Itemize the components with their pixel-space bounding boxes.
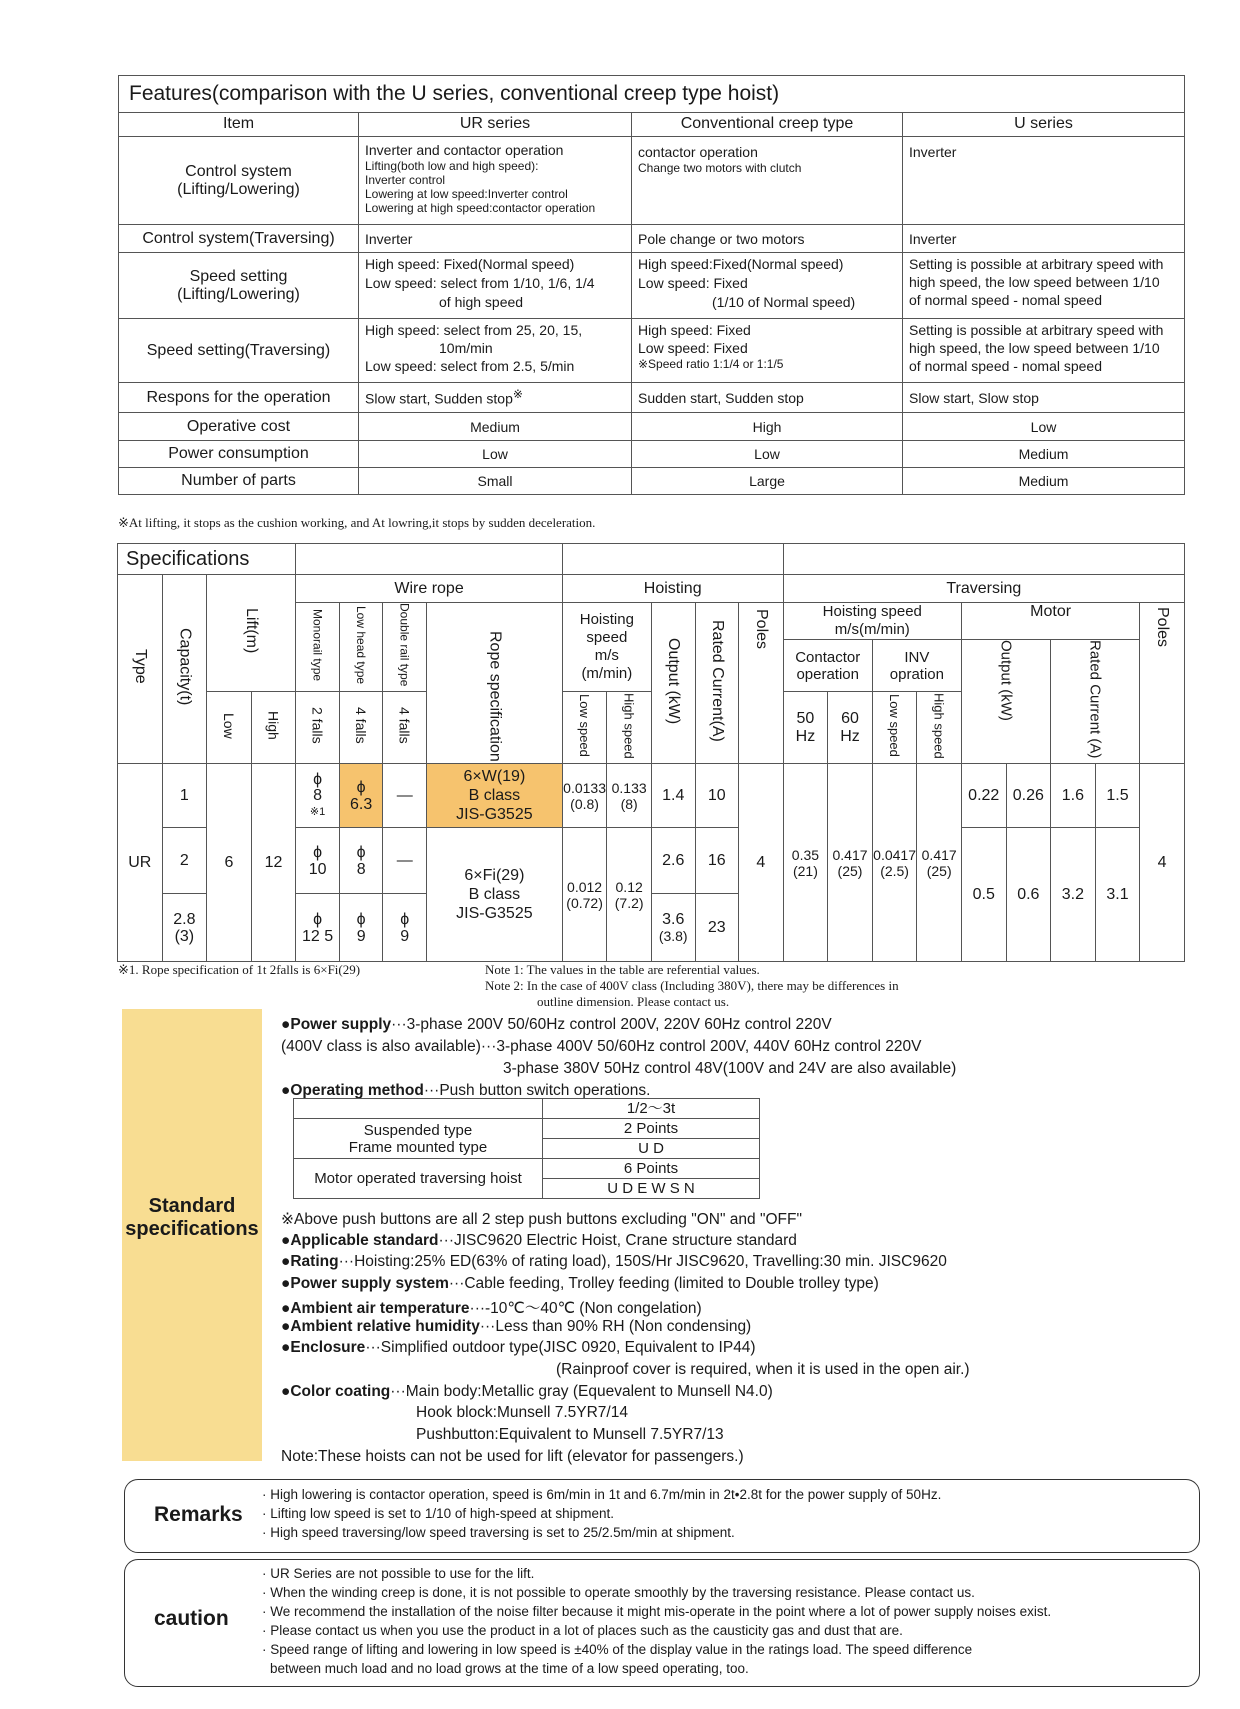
- col-falls-2: 2 falls: [296, 692, 340, 764]
- col-contactor: Contactor operation: [783, 640, 872, 692]
- col-hoist-speed: Hoisting speed m/s (m/min): [562, 603, 651, 692]
- remarks-line-1: · High lowering is contactor operation, speed is 6m/min in 1t and 6.7m/min in 2t•2.8t for the power supply of 50Hz.: [262, 1487, 942, 1502]
- standard-note: Note:These hoists can not be used for lift (elevator for passengers.): [281, 1448, 744, 1465]
- conv-power: Low: [632, 441, 903, 468]
- color-hook: Hook block:Munsell 7.5YR7/14: [416, 1404, 628, 1421]
- ambient-humidity: ●Ambient relative humidity···Less than 90% RH (Non condensing): [281, 1318, 752, 1335]
- header-item: Item: [119, 113, 359, 137]
- m-out50-2: 0.5: [961, 828, 1006, 962]
- output-1: 1.4: [651, 764, 695, 828]
- col-motor-poles: Poles: [1140, 603, 1185, 764]
- caution-line-6: between much load and no load grows at the time of a low speed operating, too.: [270, 1661, 749, 1676]
- header-conventional: Conventional creep type: [632, 113, 903, 137]
- hs-high-1: 0.133 (8): [607, 764, 652, 828]
- caution-line-1: · UR Series are not possible to use for the lift.: [262, 1566, 535, 1581]
- col-c-50hz: 50 Hz: [783, 692, 828, 764]
- ur-parts: Small: [359, 468, 632, 495]
- group-traversing: Traversing: [783, 575, 1184, 603]
- item-response: Respons for the operation: [119, 383, 359, 413]
- u-parts: Medium: [903, 468, 1185, 495]
- item-parts: Number of parts: [119, 468, 359, 495]
- enclosure: ●Enclosure···Simplified outdoor type(JISC 0920, Equivalent to IP44): [281, 1339, 756, 1356]
- current-1: 10: [695, 764, 739, 828]
- caution-title: caution: [154, 1607, 229, 1630]
- col-hs-high: High speed: [607, 692, 652, 764]
- group-motor: Motor: [961, 603, 1139, 640]
- standard-title: Standard specifications: [125, 1195, 259, 1240]
- u-cost: Low: [903, 413, 1185, 441]
- col-lift-low: Low: [207, 692, 252, 764]
- conv-parts: Large: [632, 468, 903, 495]
- features-footnote: ※At lifting, it stops as the cushion working, and At lowring,it stops by sudden deceleration.: [118, 515, 596, 530]
- ur-response: Slow start, Sudden stop※: [359, 383, 632, 413]
- u-speed-trav: Setting is possible at arbitrary speed with high speed, the low speed between 1/10 of normal speed - nomal speed: [903, 319, 1185, 383]
- ur-speed-trav: High speed: select from 25, 20, 15, 10m/min Low speed: select from 2.5, 5/min: [359, 319, 632, 383]
- caution-line-2: · When the winding creep is done, it is not possible to operate smoothly by the traversing resistance. Please contact us.: [262, 1585, 975, 1600]
- double-2: —: [383, 828, 427, 894]
- rating: ●Rating···Hoisting:25% ED(63% of rating load), 150S/Hr JISC9620, Travelling:30 min. JISC9620: [281, 1253, 947, 1270]
- col-poles: Poles: [739, 603, 784, 764]
- item-control-system: Control system (Lifting/Lowering): [119, 137, 359, 225]
- u-power: Medium: [903, 441, 1185, 468]
- item-cost: Operative cost: [119, 413, 359, 441]
- hs-low-1: 0.0133 (0.8): [562, 764, 607, 828]
- col-falls-4a: 4 falls: [339, 692, 383, 764]
- mono-2: ϕ 10: [296, 828, 340, 894]
- header-ur: UR series: [359, 113, 632, 137]
- lowhead-2: ϕ 8: [339, 828, 383, 894]
- caution-line-5: · Speed range of lifting and lowering in low speed is ±40% of the display value in the ratings load. The speed difference: [262, 1642, 973, 1657]
- op-row1-value2: U D: [543, 1139, 760, 1159]
- color-coating: ●Color coating···Main body:Metallic gray (Equevalent to Munsell N4.0): [281, 1383, 773, 1400]
- item-power: Power consumption: [119, 441, 359, 468]
- conv-cost: High: [632, 413, 903, 441]
- spec-title: Specifications: [118, 544, 296, 575]
- op-row2-label: Motor operated traversing hoist: [294, 1159, 543, 1199]
- mono-3: ϕ 12 5: [296, 894, 340, 962]
- header-u: U series: [903, 113, 1185, 137]
- power-400: (400V class is also available)···3-phase 400V 50/60Hz control 200V, 440V 60Hz control 220V: [281, 1038, 922, 1055]
- ur-power: Low: [359, 441, 632, 468]
- hs-low-2: 0.012 (0.72): [562, 828, 607, 962]
- op-header: 1/2～3t: [543, 1099, 760, 1119]
- power-supply-system: ●Power supply system···Cable feeding, Trolley feeding (limited to Double trolley type): [281, 1275, 879, 1292]
- double-3: ϕ 9: [383, 894, 427, 962]
- conv-speed-lift: High speed:Fixed(Normal speed) Low speed: Fixed (1/10 of Normal speed): [632, 253, 903, 319]
- m-cur60-1: 1.5: [1095, 764, 1140, 828]
- col-monorail: Monorail type: [296, 603, 340, 692]
- features-table: [118, 75, 1185, 495]
- m-out50-1: 0.22: [961, 764, 1006, 828]
- remarks-line-2: · Lifting low speed is set to 1/10 of high-speed at shipment.: [262, 1506, 614, 1521]
- op-row2-value2: U D E W S N: [543, 1179, 760, 1199]
- col-inv: INV opration: [872, 640, 961, 692]
- trav-inv-low: 0.0417 (2.5): [872, 764, 917, 962]
- col-double: Double rail type: [383, 603, 427, 692]
- enclosure-note: (Rainproof cover is required, when it is used in the open air.): [556, 1361, 970, 1378]
- col-lift-high: High: [251, 692, 296, 764]
- features-title: Features(comparison with the U series, conventional creep type hoist): [119, 76, 1185, 113]
- trav-c60: 0.417 (25): [828, 764, 873, 962]
- poles-value: 4: [739, 764, 784, 962]
- m-cur60-2: 3.1: [1095, 828, 1140, 962]
- col-type: Type: [118, 575, 163, 764]
- lift-high-value: 12: [251, 764, 296, 962]
- item-speed-lift: Speed setting (Lifting/Lowering): [119, 253, 359, 319]
- ur-cost: Medium: [359, 413, 632, 441]
- op-row1-value: 2 Points: [543, 1119, 760, 1139]
- output-3: 3.6 (3.8): [651, 894, 695, 962]
- col-falls-4b: 4 falls: [383, 692, 427, 764]
- cap-3: 2.8 (3): [162, 894, 207, 962]
- group-wire-rope: Wire rope: [296, 575, 562, 603]
- ur-control-trav: Inverter: [359, 225, 632, 253]
- type-value: UR: [118, 764, 163, 962]
- output-2: 2.6: [651, 828, 695, 894]
- rope-2: 6×Fi(29) B class JIS-G3525: [427, 828, 563, 962]
- operating-method: ●Operating method···Push button switch operations.: [281, 1082, 651, 1099]
- power-supply: ●Power supply···3-phase 200V 50/60Hz control 200V, 220V 60Hz control 220V: [281, 1016, 832, 1033]
- col-inv-low: Low speed: [872, 692, 917, 764]
- caution-line-3: · We recommend the installation of the noise filter because it might mis-operate in the point where a lot of power supply noises exist.: [262, 1604, 1052, 1619]
- current-2: 16: [695, 828, 739, 894]
- m-cur50-2: 3.2: [1051, 828, 1096, 962]
- spec-notes: Note 1: The values in the table are referential values. Note 2: In the case of 400V class (Including 380V), there may be differences in outline dimension. Please contact us.: [485, 962, 899, 1009]
- specifications-table: [117, 543, 1185, 962]
- applicable-standard: ●Applicable standard···JISC9620 Electric Hoist, Crane structure standard: [281, 1232, 797, 1249]
- u-control-system: Inverter: [903, 137, 1185, 225]
- mono-1: ϕ 8 ※1: [296, 764, 340, 828]
- col-lowhead: Low head type: [339, 603, 383, 692]
- push-note: ※Above push buttons are all 2 step push buttons excluding "ON" and "OFF": [281, 1211, 802, 1228]
- remarks-line-3: · High speed traversing/low speed traversing is set to 25/2.5m/min at shipment.: [262, 1525, 735, 1540]
- ur-control-system: Inverter and contactor operation Lifting(both low and high speed): Inverter control Lowering at low speed:Inverter control Lowering at high speed:contactor operation: [359, 137, 632, 225]
- rope-note: ※1. Rope specification of 1t 2falls is 6×Fi(29): [118, 962, 361, 977]
- col-output: Output (kW): [651, 603, 695, 764]
- trav-inv-high: 0.417 (25): [917, 764, 962, 962]
- ambient-temperature: ●Ambient air temperature···-10℃～40℃ (Non congelation): [281, 1300, 702, 1317]
- item-speed-trav: Speed setting(Traversing): [119, 319, 359, 383]
- caution-line-4: · Please contact us when you use the product in a lot of places such as the causticity gas and dust that are.: [262, 1623, 903, 1638]
- u-response: Slow start, Slow stop: [903, 383, 1185, 413]
- lowhead-3: ϕ 9: [339, 894, 383, 962]
- u-speed-lift: Setting is possible at arbitrary speed with high speed, the low speed between 1/10 of normal speed - nomal speed: [903, 253, 1185, 319]
- double-1: —: [383, 764, 427, 828]
- motor-poles-value: 4: [1140, 764, 1185, 962]
- item-control-trav: Control system(Traversing): [119, 225, 359, 253]
- trav-c50: 0.35 (21): [783, 764, 828, 962]
- rope-1: 6×W(19) B class JIS-G3525: [427, 764, 563, 828]
- conv-control-trav: Pole change or two motors: [632, 225, 903, 253]
- current-3: 23: [695, 894, 739, 962]
- col-rated-current: Rated Current(A): [695, 603, 739, 764]
- ur-speed-lift: High speed: Fixed(Normal speed) Low speed: select from 1/10, 1/6, 1/4 of high speed: [359, 253, 632, 319]
- lowhead-1: ϕ 6.3: [339, 764, 383, 828]
- cap-2: 2: [162, 828, 207, 894]
- col-inv-high: High speed: [917, 692, 962, 764]
- col-trav-speed: Hoisting speed m/s(m/min): [783, 603, 961, 640]
- m-out60-1: 0.26: [1006, 764, 1051, 828]
- cap-1: 1: [162, 764, 207, 828]
- group-hoisting: Hoisting: [562, 575, 783, 603]
- u-control-trav: Inverter: [903, 225, 1185, 253]
- lift-low-value: 6: [207, 764, 252, 962]
- m-cur50-1: 1.6: [1051, 764, 1096, 828]
- col-lift: Lift(m): [207, 575, 296, 692]
- remarks-title: Remarks: [154, 1503, 243, 1526]
- col-c-60hz: 60 Hz: [828, 692, 873, 764]
- operating-table: [293, 1098, 760, 1199]
- col-motor-output: Output (kW): [961, 640, 1050, 764]
- hs-high-2: 0.12 (7.2): [607, 828, 652, 962]
- power-380: 3-phase 380V 50Hz control 48V(100V and 24V are also available): [503, 1060, 957, 1077]
- col-rope-spec: Rope specification: [427, 603, 563, 764]
- col-capacity: Capacity(t): [162, 575, 207, 764]
- m-out60-2: 0.6: [1006, 828, 1051, 962]
- conv-control-system: contactor operation Change two motors with clutch: [632, 137, 903, 225]
- color-pushbutton: Pushbutton:Equivalent to Munsell 7.5YR7/13: [416, 1426, 724, 1443]
- conv-speed-trav: High speed: Fixed Low speed: Fixed ※Speed ratio 1:1/4 or 1:1/5: [632, 319, 903, 383]
- op-row1-label: Suspended type Frame mounted type: [294, 1119, 543, 1159]
- col-motor-current: Rated Current (A): [1051, 640, 1140, 764]
- conv-response: Sudden start, Sudden stop: [632, 383, 903, 413]
- op-row2-value: 6 Points: [543, 1159, 760, 1179]
- col-hs-low: Low speed: [562, 692, 607, 764]
